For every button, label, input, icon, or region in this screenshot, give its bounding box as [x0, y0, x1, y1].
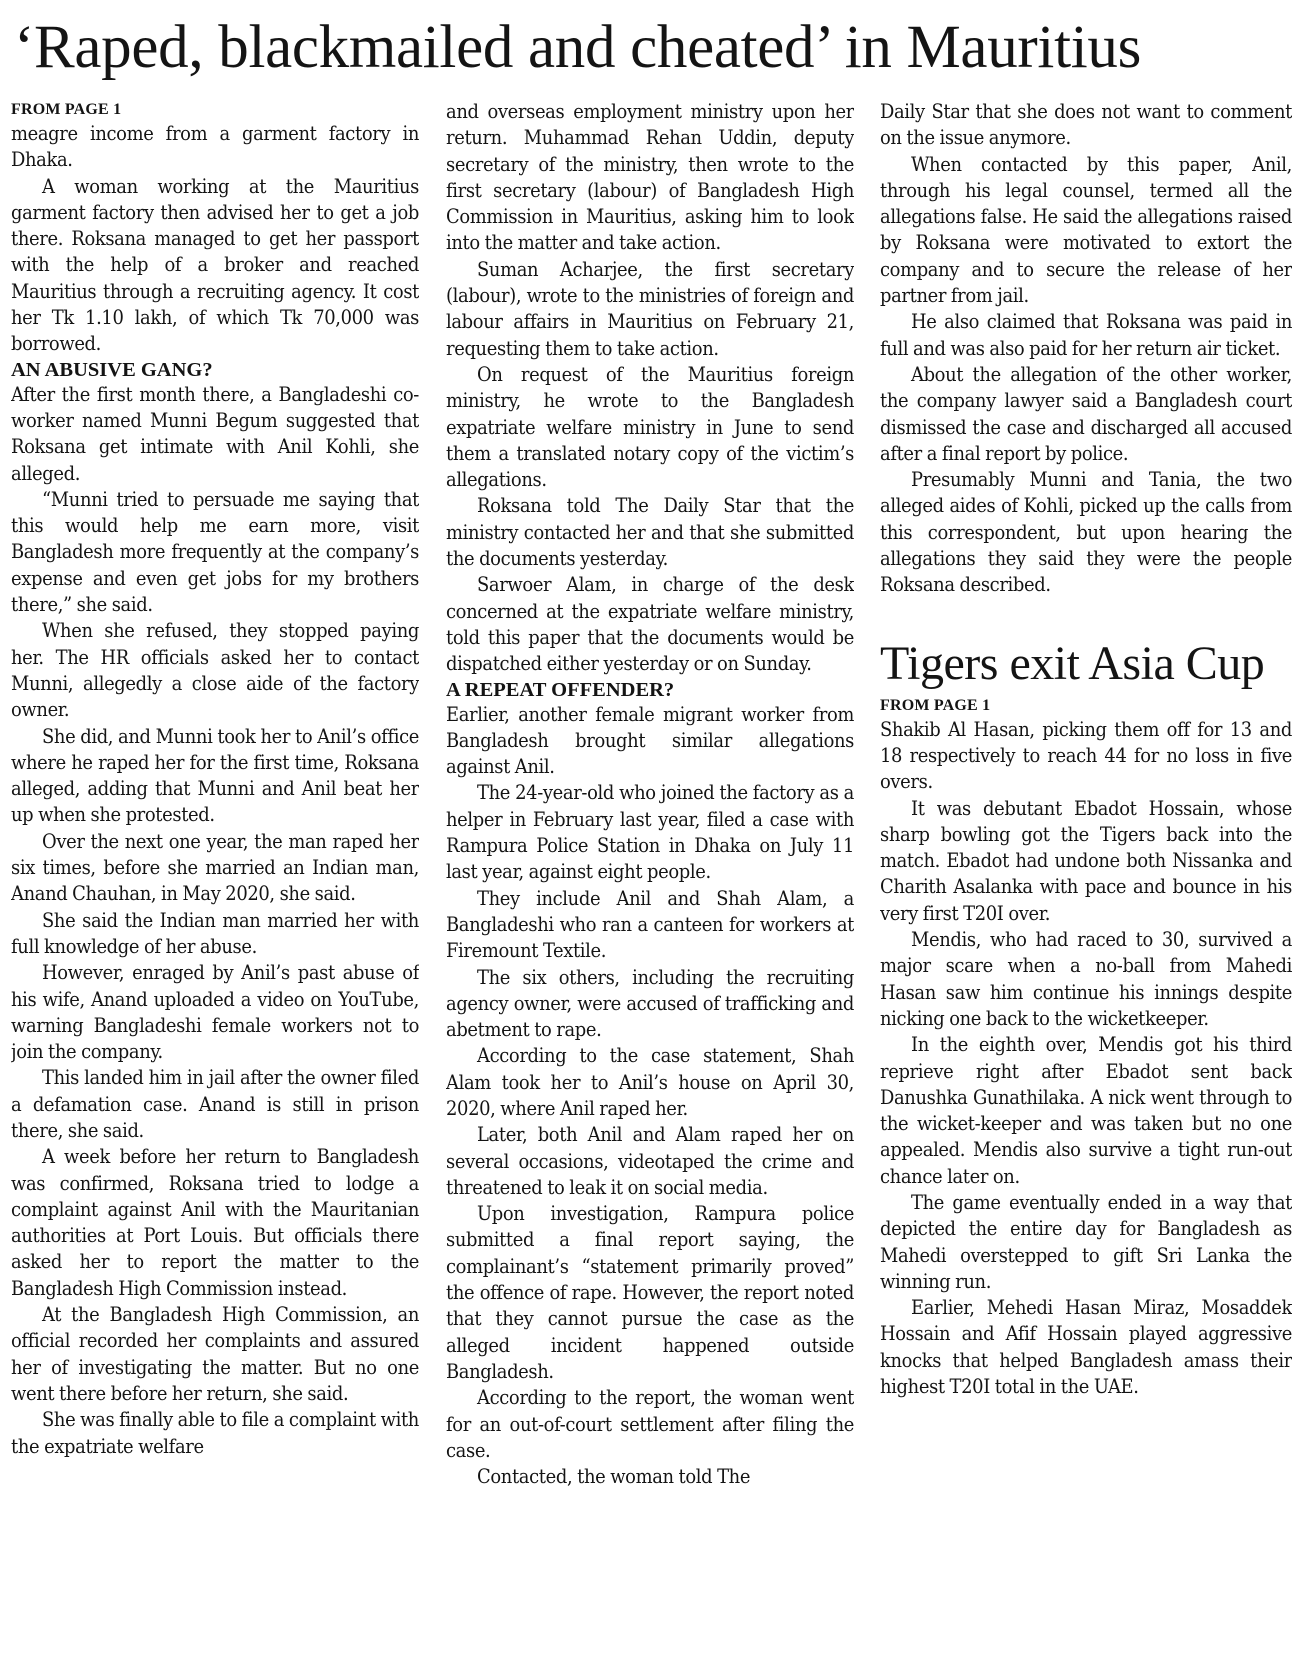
paragraph: She said the Indian man married her with full knowledge of her abuse.: [11, 908, 419, 958]
paragraph: A woman working at the Mauritius garment factory then advised her to get a job there. Roksana managed to get her passport with the help of a broker and reached Mauritius through a recruiting agency. It cost her Tk 1.10 lakh, of which Tk 70,000 was borrowed.: [11, 174, 419, 356]
paragraph: However, enraged by Anil’s past abuse of his wife, Anand uploaded a video on YouTube, warning Bangladeshi female workers not to join the company.: [11, 961, 419, 1064]
subhead-abusive-gang: AN ABUSIVE GANG?: [11, 358, 213, 381]
paragraph: After the first month there, a Bangladeshi co-worker named Munni Begum suggested that Roksana get intimate with Anil Kohli, she alleged.: [11, 382, 419, 485]
from-page-label: FROM PAGE 1: [880, 696, 991, 714]
paragraph: When she refused, they stopped paying her. The HR officials asked her to contact Munni, allegedly a close aide of the factory owner.: [11, 619, 419, 722]
paragraph: According to the case statement, Shah Alam took her to Anil’s house on April 30, 2020, where Anil raped her.: [446, 1044, 854, 1120]
paragraph: “Munni tried to persuade me saying that this would help me earn more, visit Bangladesh more frequently at the company’s expense and even get jobs for my brothers there,” she said.: [11, 487, 419, 617]
paragraph: About the allegation of the other worker, the company lawyer said a Bangladesh court dismissed the case and discharged all accused after a final report by police.: [880, 362, 1292, 465]
paragraph: This landed him in jail after the owner filed a defamation case. Anand is still in prison there, she said.: [11, 1066, 419, 1142]
paragraph: She was finally able to file a complaint with the expatriate welfare: [11, 1408, 419, 1458]
column-3: [880, 99, 1292, 1400]
from-page-label: FROM PAGE 1: [11, 101, 122, 118]
paragraph: On request of the Mauritius foreign ministry, he wrote to the Bangladesh expatriate welfare ministry in June to send them a translated notary copy of the victim’s allegations.: [446, 362, 854, 492]
paragraph: She did, and Munni took her to Anil’s office where he raped her for the first time, Roksana alleged, adding that Munni and Anil beat her up when she protested.: [11, 724, 419, 827]
paragraph: A week before her return to Bangladesh was confirmed, Roksana tried to lodge a complaint against Anil with the Mauritanian authorities at Port Louis. But officials there asked her to report the matter to the Bangladesh High Commission instead.: [11, 1145, 419, 1300]
paragraph: Earlier, another female migrant worker from Bangladesh brought similar allegations against Anil.: [446, 702, 854, 779]
paragraph: Daily Star that she does not want to comment on the issue anymore.: [880, 100, 1292, 150]
subhead-repeat-offender: A REPEAT OFFENDER?: [446, 678, 675, 701]
paragraph: meagre income from a garment factory in Dhaka.: [11, 122, 419, 172]
paragraph: Roksana told The Daily Star that the ministry contacted her and that she submitted the documents yesterday.: [446, 494, 854, 571]
column-2: [446, 99, 854, 1490]
paragraph: Earlier, Mehedi Hasan Miraz, Mosaddek Hossain and Afif Hossain played aggressive knocks that helped Bangladesh amass their highest T20I total in the UAE.: [880, 1296, 1292, 1399]
paragraph: and overseas employment ministry upon her return. Muhammad Rehan Uddin, deputy secretary of the ministry, then wrote to the first secretary (labour) of Bangladesh High Commission in Mauritius, asking him to look into the matter and take action.: [446, 100, 854, 255]
paragraph: Later, both Anil and Alam raped her on several occasions, videotaped the crime and threatened to leak it on social media.: [446, 1123, 854, 1199]
paragraph: Over the next one year, the man raped her six times, before she married an Indian man, Anand Chauhan, in May 2020, she said.: [11, 829, 419, 906]
paragraph: He also claimed that Roksana was paid in full and was also paid for her return air ticket.: [880, 310, 1292, 360]
column-1: [11, 99, 419, 1460]
paragraph: In the eighth over, Mendis got his third reprieve right after Ebadot sent back Danushka Gunathilaka. A nick went through to the wicket-keeper and was taken but no one appealed. Mendis also survive a tight run-out chance later on.: [880, 1033, 1292, 1188]
paragraph: The 24-year-old who joined the factory as a helper in February last year, filed a case with Rampura Police Station in Dhaka on July 11 last year, against eight people.: [446, 781, 854, 884]
paragraph: The game eventually ended in a way that depicted the entire day for Bangladesh as Mahedi overstepped to gift Sri Lanka the winning run.: [880, 1190, 1292, 1293]
paragraph: According to the report, the woman went for an out-of-court settlement after filing the case.: [446, 1386, 854, 1462]
paragraph: Sarwoer Alam, in charge of the desk concerned at the expatriate welfare ministry, told this paper that the documents would be dispatched either yesterday or on Sunday.: [446, 573, 854, 676]
paragraph: Mendis, who had raced to 30, survived a major scare when a no-ball from Mahedi Hasan saw him continue his innings despite nicking one back to the wicketkeeper.: [880, 928, 1292, 1030]
paragraph: They include Anil and Shah Alam, a Bangladeshi who ran a canteen for workers at Firemount Textile.: [446, 886, 854, 963]
paragraph: Presumably Munni and Tania, the two alleged aides of Kohli, picked up the calls from this correspondent, but upon hearing the allegations they said they were the people Roksana described.: [880, 468, 1292, 597]
story2-headline: Tigers exit Asia Cup: [880, 636, 1265, 690]
paragraph: Suman Acharjee, the first secretary (labour), wrote to the ministries of foreign and labour affairs in Mauritius on February 21, requesting them to take action.: [446, 257, 854, 360]
paragraph: Shakib Al Hasan, picking them off for 13 and 18 respectively to reach 44 for no loss in five overs.: [880, 717, 1292, 794]
paragraph: Upon investigation, Rampura police submitted a final report saying, the complainant’s “statement primarily proved” the offence of rape. However, the report noted that they cannot pursue the case as the alleged incident happened outside Bangladesh.: [446, 1202, 854, 1383]
paragraph: When contacted by this paper, Anil, through his legal counsel, termed all the allegations false. He said the allegations raised by Roksana were motivated to extort the company and to secure the release of her partner from jail.: [880, 152, 1292, 308]
paragraph: At the Bangladesh High Commission, an official recorded her complaints and assured her of investigating the matter. But no one went there before her return, she said.: [11, 1303, 419, 1405]
paragraph: It was debutant Ebadot Hossain, whose sharp bowling got the Tigers back into the match. Ebadot had undone both Nissanka and Charith Asalanka with pace and bounce in his very first T20I over.: [880, 796, 1292, 925]
story-headline: ‘Raped, blackmailed and cheated’ in Mauritius: [14, 14, 1142, 81]
paragraph: The six others, including the recruiting agency owner, were accused of trafficking and abetment to rape.: [446, 965, 854, 1042]
paragraph: Contacted, the woman told The: [477, 1465, 751, 1489]
